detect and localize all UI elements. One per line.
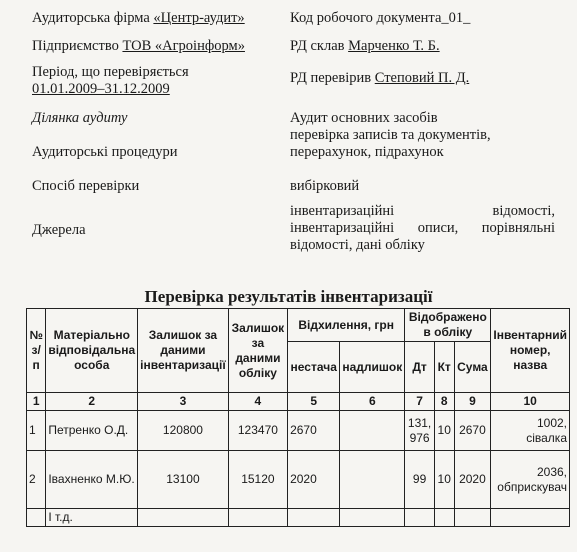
checked-name: Степовий П. Д. xyxy=(374,70,470,86)
method-value: вибірковий xyxy=(290,178,360,194)
table-cell: 10 xyxy=(434,411,454,451)
prepared-by xyxy=(290,38,440,55)
table-cell: 13100 xyxy=(138,451,229,509)
doc-code: Код робочого документа_01_ xyxy=(290,10,471,26)
procedures-label: Аудиторські процедури xyxy=(32,144,178,160)
table-cell: 1 xyxy=(27,411,46,451)
auditor-firm xyxy=(32,10,245,27)
table-cell: 1002, сівалка xyxy=(491,411,570,451)
table-cell: 99 xyxy=(405,451,435,509)
inventory-table xyxy=(26,308,570,527)
table-row xyxy=(27,509,570,527)
period-label: Період, що перевіряється xyxy=(32,64,189,80)
table-cell: 120800 xyxy=(138,411,229,451)
col-number: 4 xyxy=(228,393,287,411)
table-cell: 131, 976 xyxy=(405,411,435,451)
table-cell: Івахненко М.Ю. xyxy=(46,451,138,509)
table-cell xyxy=(491,509,570,527)
table-cell xyxy=(228,509,287,527)
col-number: 8 xyxy=(434,393,454,411)
table-cell xyxy=(454,509,491,527)
table-cell xyxy=(405,509,435,527)
procedures-value: перевірка записів та документів, перерахунок, підрахунок xyxy=(290,127,491,160)
checked-by xyxy=(290,70,469,87)
table-cell: 2020 xyxy=(288,451,340,509)
col-dt-header: Дт xyxy=(405,342,435,393)
col-number: 10 xyxy=(491,393,570,411)
table-cell: 123470 xyxy=(228,411,287,451)
sources-value: інвентаризаційні відомості, інвентаризаційні описи, порівняльні відомості, дані обліку xyxy=(290,203,555,253)
table-cell xyxy=(434,509,454,527)
table-cell xyxy=(27,509,46,527)
column-numbers-row xyxy=(27,393,570,411)
col-invnum-header: Інвентарний номер, назва xyxy=(491,309,570,393)
col-deviation-header: Відхилення, грн xyxy=(288,309,405,342)
area-label: Ділянка аудиту xyxy=(32,110,128,126)
table-cell: 10 xyxy=(434,451,454,509)
table-cell: І т.д. xyxy=(46,509,138,527)
enterprise xyxy=(32,38,245,55)
col-surplus-header: надлишок xyxy=(340,342,405,393)
col-num-header: № з/п xyxy=(27,309,46,393)
col-inventory-header: Залишок за даними інвентаризації xyxy=(138,309,229,393)
col-number: 2 xyxy=(46,393,138,411)
enterprise-label: Підприємство xyxy=(32,38,123,54)
table-cell: 2036, обприскувач xyxy=(491,451,570,509)
col-number: 5 xyxy=(288,393,340,411)
table-cell: 2020 xyxy=(454,451,491,509)
col-records-header: Залишок за даними обліку xyxy=(228,309,287,393)
table-row xyxy=(27,451,570,509)
col-reflected-header: Відображено в обліку xyxy=(405,309,491,342)
col-shortage-header: нестача xyxy=(288,342,340,393)
table-cell: 2670 xyxy=(454,411,491,451)
method-label: Спосіб перевірки xyxy=(32,178,140,194)
area-value: Аудит основних засобів xyxy=(290,110,438,126)
col-sum-header: Сума xyxy=(454,342,491,393)
table-cell: Петренко О.Д. xyxy=(46,411,138,451)
enterprise-name: ТОВ «Агроінформ» xyxy=(122,38,245,54)
col-number: 1 xyxy=(27,393,46,411)
col-person-header: Матеріально відповідальна особа xyxy=(46,309,138,393)
auditor-firm-label: Аудиторська фірма xyxy=(32,10,154,26)
header-row-1 xyxy=(27,309,570,342)
table-cell xyxy=(340,411,405,451)
table-cell xyxy=(138,509,229,527)
checked-label: РД перевірив xyxy=(290,70,375,86)
table-cell: 2670 xyxy=(288,411,340,451)
col-number: 6 xyxy=(340,393,405,411)
table-cell xyxy=(340,509,405,527)
prepared-name: Марченко Т. Б. xyxy=(348,38,440,54)
col-number: 3 xyxy=(138,393,229,411)
col-number: 7 xyxy=(405,393,435,411)
table-cell xyxy=(340,451,405,509)
table-row xyxy=(27,411,570,451)
prepared-label: РД склав xyxy=(290,38,349,54)
period-value: 01.01.2009–31.12.2009 xyxy=(32,81,170,97)
sources-label: Джерела xyxy=(32,222,86,238)
auditor-firm-name: «Центр-аудит» xyxy=(153,10,245,26)
col-number: 9 xyxy=(454,393,491,411)
table-cell: 15120 xyxy=(228,451,287,509)
table-title: Перевірка результатів інвентаризації xyxy=(144,287,433,306)
table-cell: 2 xyxy=(27,451,46,509)
col-kt-header: Кт xyxy=(434,342,454,393)
table-cell xyxy=(288,509,340,527)
